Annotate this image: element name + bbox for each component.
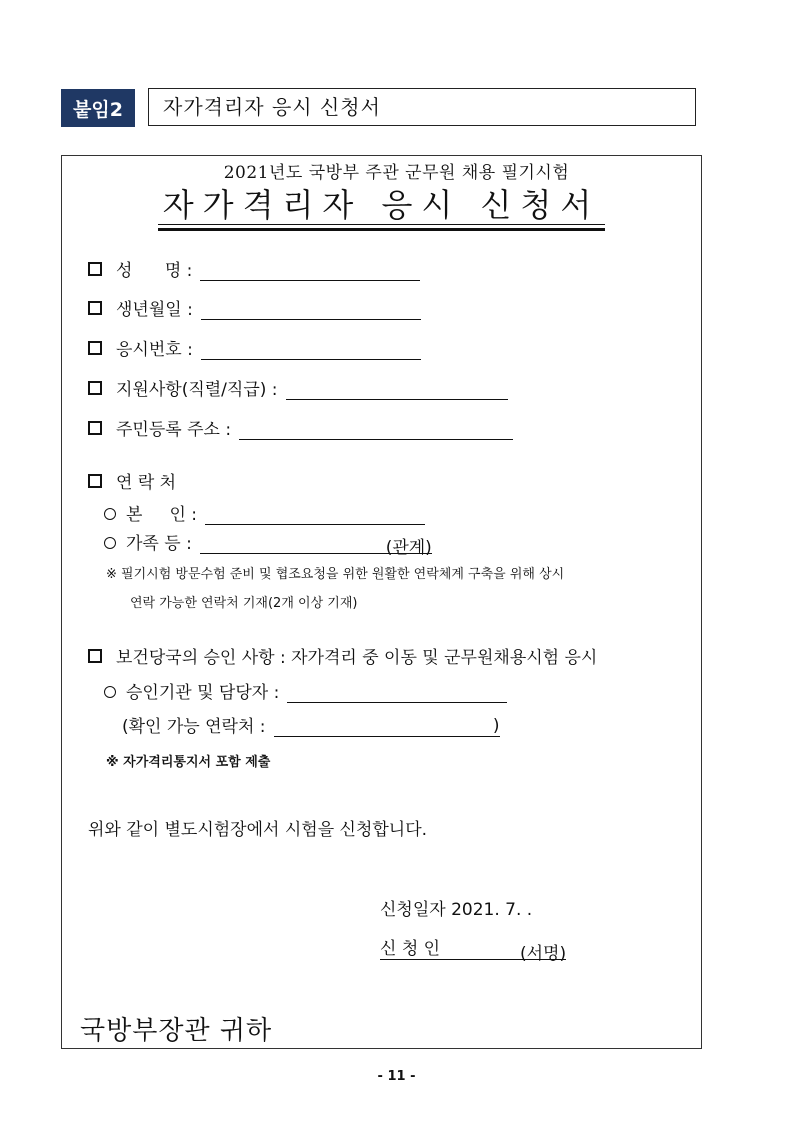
signature-field[interactable]: [446, 939, 567, 964]
statement: 위와 같이 별도시험장에서 시험을 신청합니다.: [88, 820, 428, 840]
address-label: 주민등록 주소 :: [116, 420, 232, 440]
contact-family-label: 가족 등 :: [126, 534, 192, 554]
page-number: - 11 -: [377, 1069, 416, 1084]
applied-position-row: [88, 375, 508, 400]
contact-note-line1: ※ 필기시험 방문수험 준비 및 협조요청을 위한 원활한 연락체계 구축을 위해 상시: [106, 567, 565, 582]
applied-position-field[interactable]: [286, 379, 508, 400]
approval-phone-label: (확인 가능 연락처 :: [122, 717, 266, 737]
signature-label: (서명): [519, 944, 567, 964]
relation-suffix: (관계): [385, 538, 432, 558]
application-date: 신청일자 2021. 7. .: [380, 900, 533, 920]
exam-number-field[interactable]: [201, 339, 421, 360]
circle-bullet-icon: [104, 537, 116, 549]
checkbox-icon: [88, 341, 102, 355]
name-row: [88, 256, 420, 281]
applicant-label: 신 청 인: [380, 934, 446, 960]
approval-note: ※ 자가격리통지서 포함 제출: [106, 755, 271, 770]
contact-heading-row: [88, 468, 176, 493]
birth-label: 생년월일 :: [116, 300, 193, 320]
applied-position-label: 지원사항(직렬/직급) :: [116, 380, 278, 400]
exam-number-row: [88, 335, 421, 360]
approval-agency-label: 승인기관 및 담당자 :: [126, 683, 280, 703]
contact-family-field[interactable]: [200, 533, 432, 558]
attachment-tag: 붙임2: [61, 89, 135, 127]
address-field[interactable]: [239, 419, 513, 440]
circle-bullet-icon: [104, 508, 116, 520]
form-title: 자가격리자 응시 신청서: [162, 186, 601, 224]
addressee: 국방부장관 귀하: [80, 1016, 273, 1046]
checkbox-icon: [88, 474, 102, 488]
approval-phone-close: ): [492, 716, 500, 736]
checkbox-icon: [88, 301, 102, 315]
contact-self-row: [104, 500, 425, 525]
address-row: [88, 415, 513, 440]
name-field[interactable]: [200, 260, 420, 281]
title-underline-thick: [158, 228, 605, 231]
name-label: 성 명 :: [116, 261, 193, 281]
approval-agency-row: [104, 678, 507, 703]
checkbox-icon: [88, 421, 102, 435]
birth-row: [88, 295, 421, 320]
form-subtitle: 2021년도 국방부 주관 군무원 채용 필기시험: [223, 163, 570, 183]
checkbox-icon: [88, 381, 102, 395]
exam-number-label: 응시번호 :: [116, 340, 193, 360]
checkbox-icon: [88, 262, 102, 276]
approval-phone-field[interactable]: [274, 716, 500, 737]
approval-agency-field[interactable]: [287, 682, 507, 703]
contact-note-line2: 연락 가능한 연락처 기재(2개 이상 기재): [130, 596, 358, 611]
contact-self-label: 본 인 :: [126, 505, 197, 525]
approval-heading-row: [88, 643, 597, 668]
birth-field[interactable]: [201, 299, 421, 320]
applicant-row: [380, 934, 567, 964]
checkbox-icon: [88, 649, 102, 663]
title-underline: [158, 224, 605, 225]
approval-phone-row: [122, 712, 500, 737]
contact-family-row: [104, 529, 432, 558]
contact-self-field[interactable]: [205, 504, 425, 525]
approval-heading: 보건당국의 승인 사항 : 자가격리 중 이동 및 군무원채용시험 응시: [116, 648, 598, 668]
contact-heading: 연 락 처: [116, 473, 177, 493]
circle-bullet-icon: [104, 686, 116, 698]
attachment-title: 자가격리자 응시 신청서: [148, 88, 696, 126]
